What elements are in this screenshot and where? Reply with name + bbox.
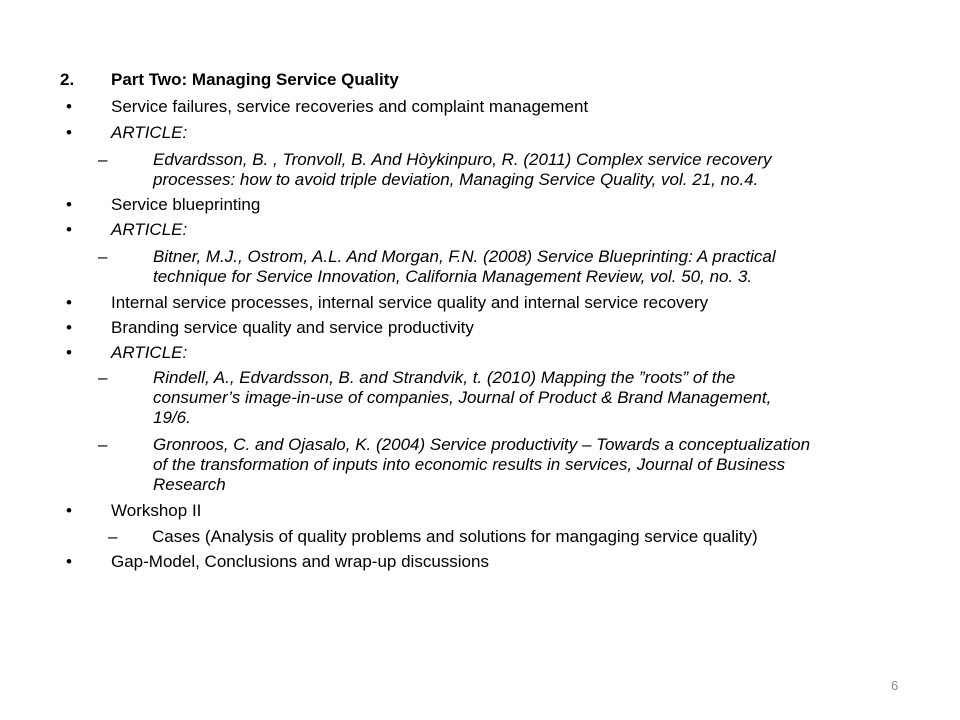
dash-icon: – <box>98 150 108 169</box>
bullet-icon: • <box>66 123 72 142</box>
page-number: 6 <box>891 678 899 693</box>
bullet-icon: • <box>66 293 72 312</box>
list-item: Service failures, service recoveries and complaint management <box>111 97 589 116</box>
bullet-icon: • <box>66 501 72 520</box>
dash-icon: – <box>98 247 108 266</box>
list-item: Cases (Analysis of quality problems and solutions for mangaging service quality) <box>152 527 758 546</box>
list-item: Gap-Model, Conclusions and wrap-up discussions <box>111 552 489 571</box>
article-reference-line: consumer’s image-in-use of companies, Journal of Product & Brand Management, <box>153 388 772 407</box>
article-reference-line: Research <box>153 475 226 494</box>
bullet-icon: • <box>66 97 72 116</box>
article-reference-line: technique for Service Innovation, California Management Review, vol. 50, no. 3. <box>153 267 753 286</box>
bullet-icon: • <box>66 343 72 362</box>
article-reference-line: Edvardsson, B. , Tronvoll, B. And Hòykinpuro, R. (2011) Complex service recovery <box>153 150 772 169</box>
dash-icon: – <box>98 368 108 387</box>
bullet-icon: • <box>66 552 72 571</box>
article-reference-line: Gronroos, C. and Ojasalo, K. (2004) Service productivity – Towards a conceptualization <box>153 435 811 454</box>
article-label: ARTICLE: <box>111 343 188 362</box>
dash-icon: – <box>108 527 118 546</box>
bullet-icon: • <box>66 220 72 239</box>
heading-title: Part Two: Managing Service Quality <box>111 70 399 89</box>
article-reference-line: 19/6. <box>153 408 191 427</box>
article-reference-line: processes: how to avoid triple deviation, Managing Service Quality, vol. 21, no.4. <box>153 170 759 189</box>
dash-icon: – <box>98 435 108 454</box>
list-item: Branding service quality and service productivity <box>111 318 474 337</box>
article-reference-line: Bitner, M.J., Ostrom, A.L. And Morgan, F.N. (2008) Service Blueprinting: A practical <box>153 247 776 266</box>
heading-number: 2. <box>60 70 75 89</box>
list-item: Internal service processes, internal service quality and internal service recovery <box>111 293 709 312</box>
bullet-icon: • <box>66 195 72 214</box>
article-reference-line: of the transformation of inputs into economic results in services, Journal of Business <box>153 455 786 474</box>
list-item: Service blueprinting <box>111 195 261 214</box>
article-label: ARTICLE: <box>111 220 188 239</box>
list-item: Workshop II <box>111 501 202 520</box>
article-label: ARTICLE: <box>111 123 188 142</box>
article-reference-line: Rindell, A., Edvardsson, B. and Strandvik, t. (2010) Mapping the ”roots” of the <box>153 368 736 387</box>
bullet-icon: • <box>66 318 72 337</box>
